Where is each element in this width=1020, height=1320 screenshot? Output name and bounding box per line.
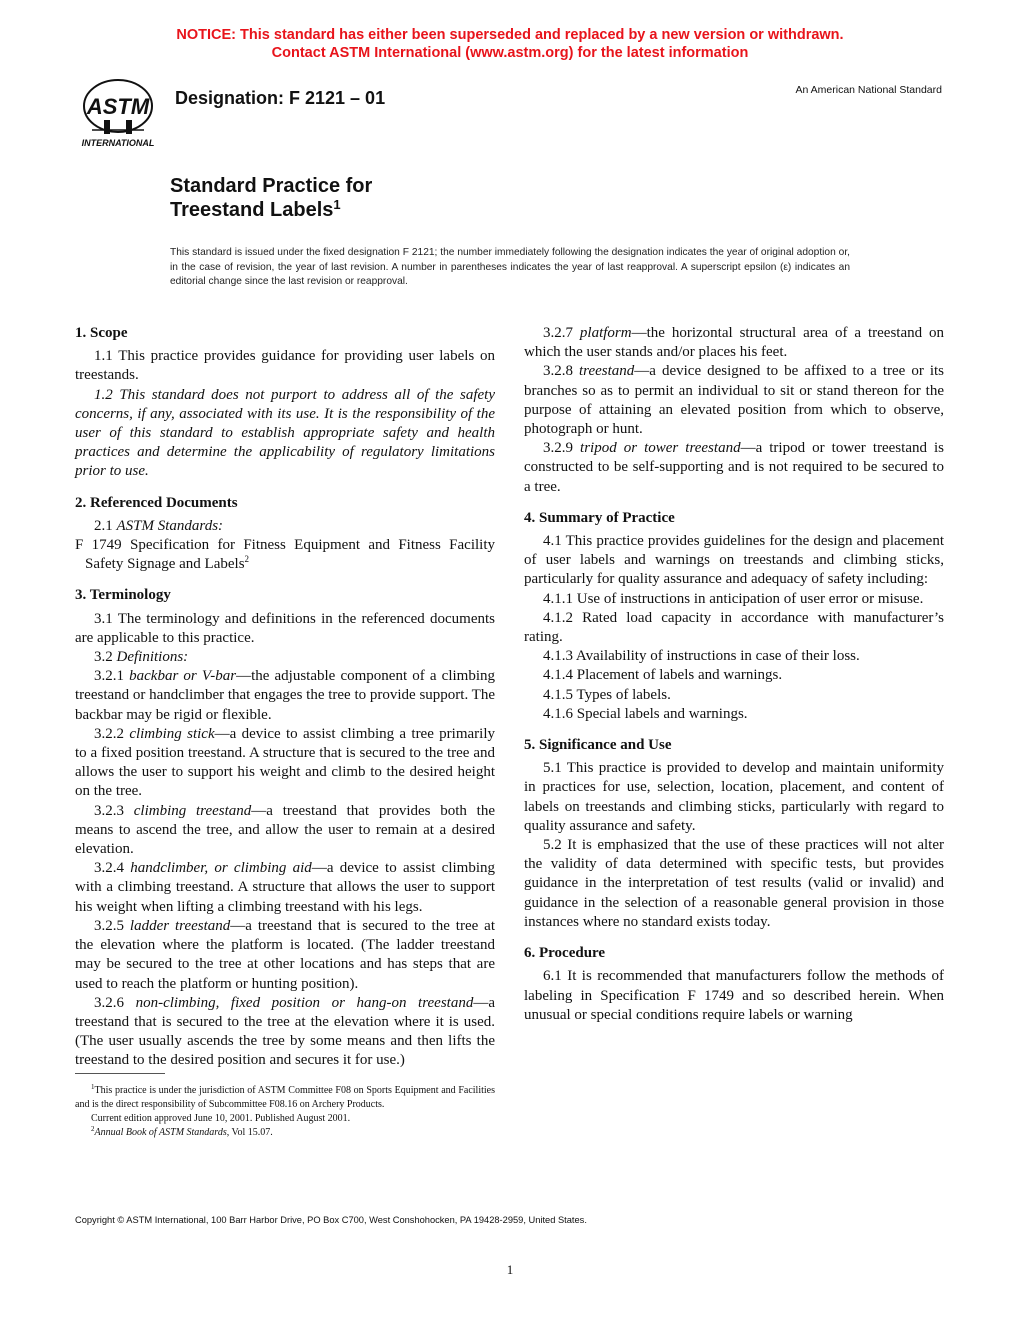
footnote-2: $^2$Annual Book of ASTM Standards, Vol 15.07. <box>91 1125 273 1138</box>
para-4-1: 4.1 This practice provides guidelines for the design and placement of user labels and warnings on treestands and climbing sticks, particularly for quality assurance and adequacy of safety including: <box>524 533 944 588</box>
definition-3-2-5: 3.2.5 ladder treestand—a treestand that is secured to the tree at the elevation where the platform is located. (The ladder treestand may be secured to the tree at other locations and has steps that are used to reach the platform or hunting position). <box>75 917 496 992</box>
document-title <box>170 174 372 222</box>
section-heading-significance: 5. Significance and Use <box>524 737 672 754</box>
notice-line-1: NOTICE: This standard has either been superseded and replaced by a new version or withdrawn. <box>176 27 844 43</box>
footnote-1: $^1$This practice is under the jurisdiction of ASTM Committee F08 on Sports Equipment and Facilities and is the direct responsibility of Subcommittee F08.16 on Archery Products. <box>75 1083 495 1110</box>
definition-3-2-2: 3.2.2 climbing stick—a device to assist climbing a tree primarily to a fixed position treestand. A structure that is secured to the tree and allows the user to support his weight and climb to the desired height on the tree. <box>75 725 496 800</box>
title-line-2: Treestand Labels$^1$ <box>170 197 341 221</box>
logo-sub-text: INTERNATIONAL <box>81 138 155 148</box>
para-4-1-4: 4.1.4 Placement of labels and warnings. <box>543 667 783 684</box>
para-1-2: 1.2 This standard does not purport to address all of the safety concerns, if any, associated with its use. It is the responsibility of the user of this standard to establish appropriate safety and health practices and determine the applicability of regulatory limitations prior to use. <box>75 386 495 480</box>
title-footnote-mark: 1 <box>333 197 341 212</box>
title-line-1: Standard Practice for <box>170 175 373 197</box>
para-4-1-2: 4.1.2 Rated load capacity in accordance with manufacturer’s rating. <box>524 609 944 646</box>
section-heading-scope: 1. Scope <box>75 325 128 341</box>
designation: Designation: F 2121 – 01 <box>175 88 386 108</box>
issued-note: This standard is issued under the fixed designation F 2121; the number immediately following the designation indicates the year of original adoption or, in the case of revision, the year of last revision. A number in parentheses indicates the year of last reapproval. A superscript epsilon (ε) indicates an editorial change since the last revision or reapproval. <box>170 247 850 287</box>
copyright: Copyright © ASTM International, 100 Barr Harbor Drive, PO Box C700, West Conshohocken, PA 19428-2959, United States. <box>75 1215 587 1225</box>
para-4-1-1: 4.1.1 Use of instructions in anticipation of user error or misuse. <box>543 590 924 607</box>
para-6-1: 6.1 It is recommended that manufacturers follow the methods of labeling in Specification F 1749 and so described herein. When unusual or special conditions require labels or warning <box>524 968 944 1023</box>
definition-3-2-9: 3.2.9 tripod or tower treestand—a tripod or tower treestand is constructed to be self-supporting and is not required to be secured to a tree. <box>524 440 945 495</box>
section-heading-summary: 4. Summary of Practice <box>524 509 675 526</box>
left-column <box>75 324 495 1071</box>
definition-3-2-4: 3.2.4 handclimber, or climbing aid—a device to assist climbing with a climbing treestand. A structure that allows the user to support his weight when lifting a climbing treestand with his legs. <box>75 860 496 915</box>
section-heading-referenced-documents: 2. Referenced Documents <box>75 494 238 511</box>
reference-f1749: F 1749 Specification for Fitness Equipment and Fitness Facility Safety Signage and Labels$^2$ <box>75 537 495 573</box>
footnote-divider <box>75 1073 165 1074</box>
definition-3-2-3: 3.2.3 climbing treestand—a treestand that provides both the means to ascend the tree, and allow the user to remain at a desired elevation. <box>75 802 496 858</box>
footnotes <box>75 1084 495 1140</box>
page-number: 1 <box>506 1262 514 1277</box>
para-1-1: 1.1 This practice provides guidance for providing user labels on treestands. <box>75 348 495 384</box>
para-2-1: 2.1 ASTM Standards: <box>94 517 224 534</box>
supersede-notice <box>0 26 1020 62</box>
para-4-1-3: 4.1.3 Availability of instructions in case of their loss. <box>543 648 860 665</box>
right-column <box>524 324 944 1025</box>
notice-line-2: Contact ASTM International (www.astm.org) for the latest information <box>271 45 749 61</box>
para-5-1: 5.1 This practice is provided to develop and maintain uniformity in practices for use, selection, location, placement, and content of labels on treestands and climbing sticks, particularly with regard to quality assurance and safety. <box>524 760 944 834</box>
para-5-2: 5.2 It is emphasized that the use of these practices will not alter the validity of data determined with specific tests, but provides guidance in the interpretation of test results (valid or invalid) and guidance in the selection of a reasonable general provision in those instances where no standard exists today. <box>524 837 944 930</box>
american-national-standard: An American National Standard <box>795 84 942 96</box>
definition-3-2-8: 3.2.8 treestand—a device designed to be affixed to a tree or its branches so as to permit an individual to sit or stand thereon for the purpose of attaining an elevated position from which to observe, photograph or hunt. <box>524 363 944 438</box>
definition-3-2-6: 3.2.6 non-climbing, fixed position or hang-on treestand—a treestand that is secured to the tree at the elevation where it is used. (The user usually ascends the tree by some means and then lifts the treestand to the desired position and secures it for use.) <box>75 994 495 1069</box>
para-4-1-5: 4.1.5 Types of labels. <box>543 686 671 703</box>
para-4-1-6: 4.1.6 Special labels and warnings. <box>543 705 748 722</box>
definition-3-2-1: 3.2.1 backbar or V-bar—the adjustable component of a climbing treestand or handclimber that engages the tree to provide support. The backbar may be rigid or flexible. <box>75 668 495 723</box>
para-3-1: 3.1 The terminology and definitions in the referenced documents are applicable to this practice. <box>75 610 495 646</box>
section-heading-terminology: 3. Terminology <box>75 587 171 604</box>
logo-main-text: ASTM <box>86 94 150 119</box>
astm-logo <box>74 76 162 150</box>
footnote-1-edition: Current edition approved June 10, 2001. Published August 2001. <box>91 1113 351 1124</box>
definition-3-2-7: 3.2.7 platform—the horizontal structural area of a treestand on which the user stands and/or places his feet. <box>524 325 945 361</box>
para-3-2: 3.2 Definitions: <box>94 649 189 666</box>
section-heading-procedure: 6. Procedure <box>524 945 606 962</box>
